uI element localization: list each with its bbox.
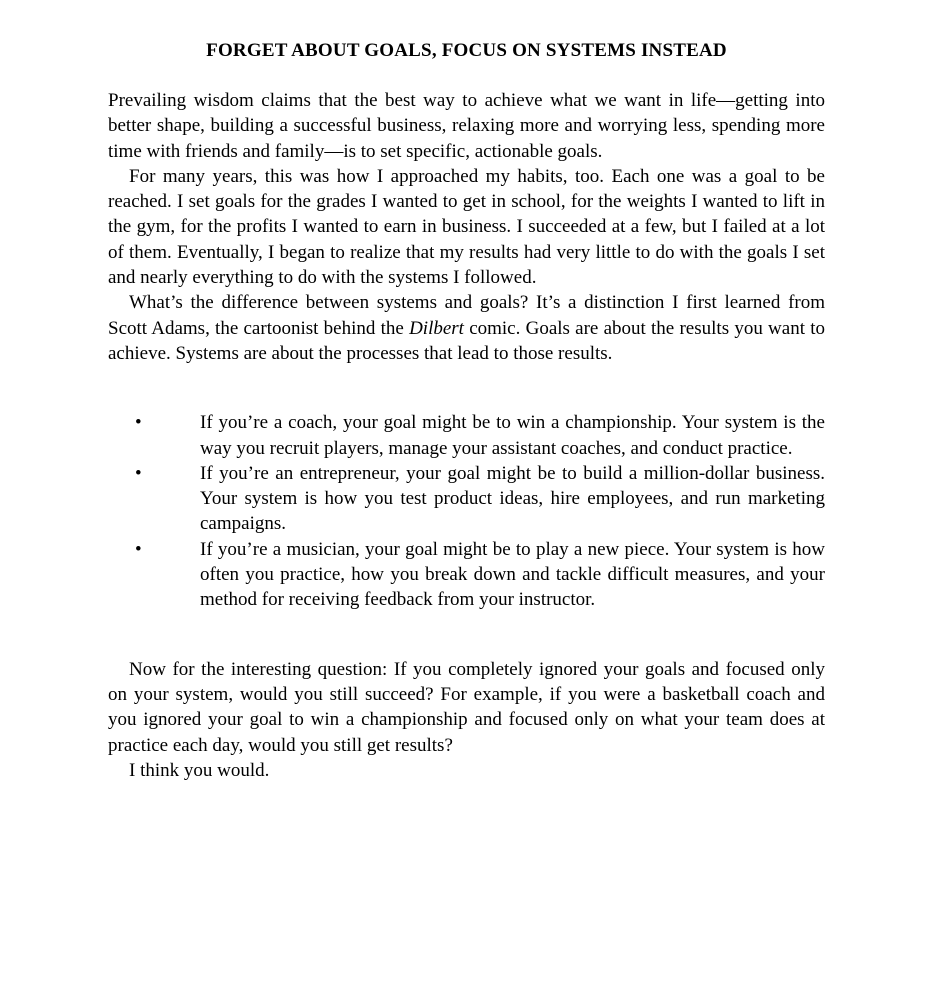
paragraph-segment: comic. Goals are about the results you want to achieve. Systems are about the processes that lead to those results. <box>108 317 825 364</box>
list-item-text: If you’re an entrepreneur, your goal might be to build a million-dollar business. Your system is how you test product ideas, hire employees, and run marketing campaigns. <box>200 462 825 535</box>
paragraph-segment: What’s the difference between systems and goals? It’s a distinction I first learned from Scott Adams, the cartoonist behind the <box>108 292 825 339</box>
list-item-text: If you’re a coach, your goal might be to win a championship. Your system is the way you recruit players, manage your assistant coaches, and conduct practice. <box>200 412 825 459</box>
bullet-list <box>108 410 825 612</box>
paragraph-i-think-you-would: I think you would. <box>129 759 270 781</box>
bullet-icon: • <box>135 462 142 484</box>
list-item-entrepreneur <box>108 461 825 537</box>
bullet-icon: • <box>135 538 142 560</box>
list-item-coach <box>108 410 825 461</box>
paragraph-for-many-years: For many years, this was how I approached my habits, too. Each one was a goal to be reached. I set goals for the grades I wanted to get in school, for the weights I wanted to lift in the gym, for the profits I wanted to earn in business. I succeeded at a few, but I failed at a lot of them. Eventually, I began to realize that my results had very little to do with the goals I set and nearly everything to do with the systems I followed. <box>108 165 825 289</box>
paragraph-interesting-question: Now for the interesting question: If you completely ignored your goals and focused only on your system, would you still succeed? For example, if you were a basketball coach and you ignored your goal to win a championship and focused only on what your team does at practice each day, would you still get results? <box>108 658 825 756</box>
paragraph-systems-vs-goals <box>108 290 825 366</box>
list-item-text: If you’re a musician, your goal might be to play a new piece. Your system is how often you practice, how you break down and tackle difficult measures, and your method for receiving feedback from your instructor. <box>200 538 825 611</box>
book-title-dilbert: Dilbert <box>409 317 464 339</box>
page-title: FORGET ABOUT GOALS, FOCUS ON SYSTEMS INSTEAD <box>206 40 727 61</box>
list-item-musician <box>108 537 825 613</box>
paragraph-prevailing-wisdom: Prevailing wisdom claims that the best way to achieve what we want in life—getting into better shape, building a successful business, relaxing more and worrying less, spending more time with friends and family—is to set specific, actionable goals. <box>108 90 825 162</box>
body-text <box>108 88 825 783</box>
bullet-icon: • <box>135 412 142 434</box>
